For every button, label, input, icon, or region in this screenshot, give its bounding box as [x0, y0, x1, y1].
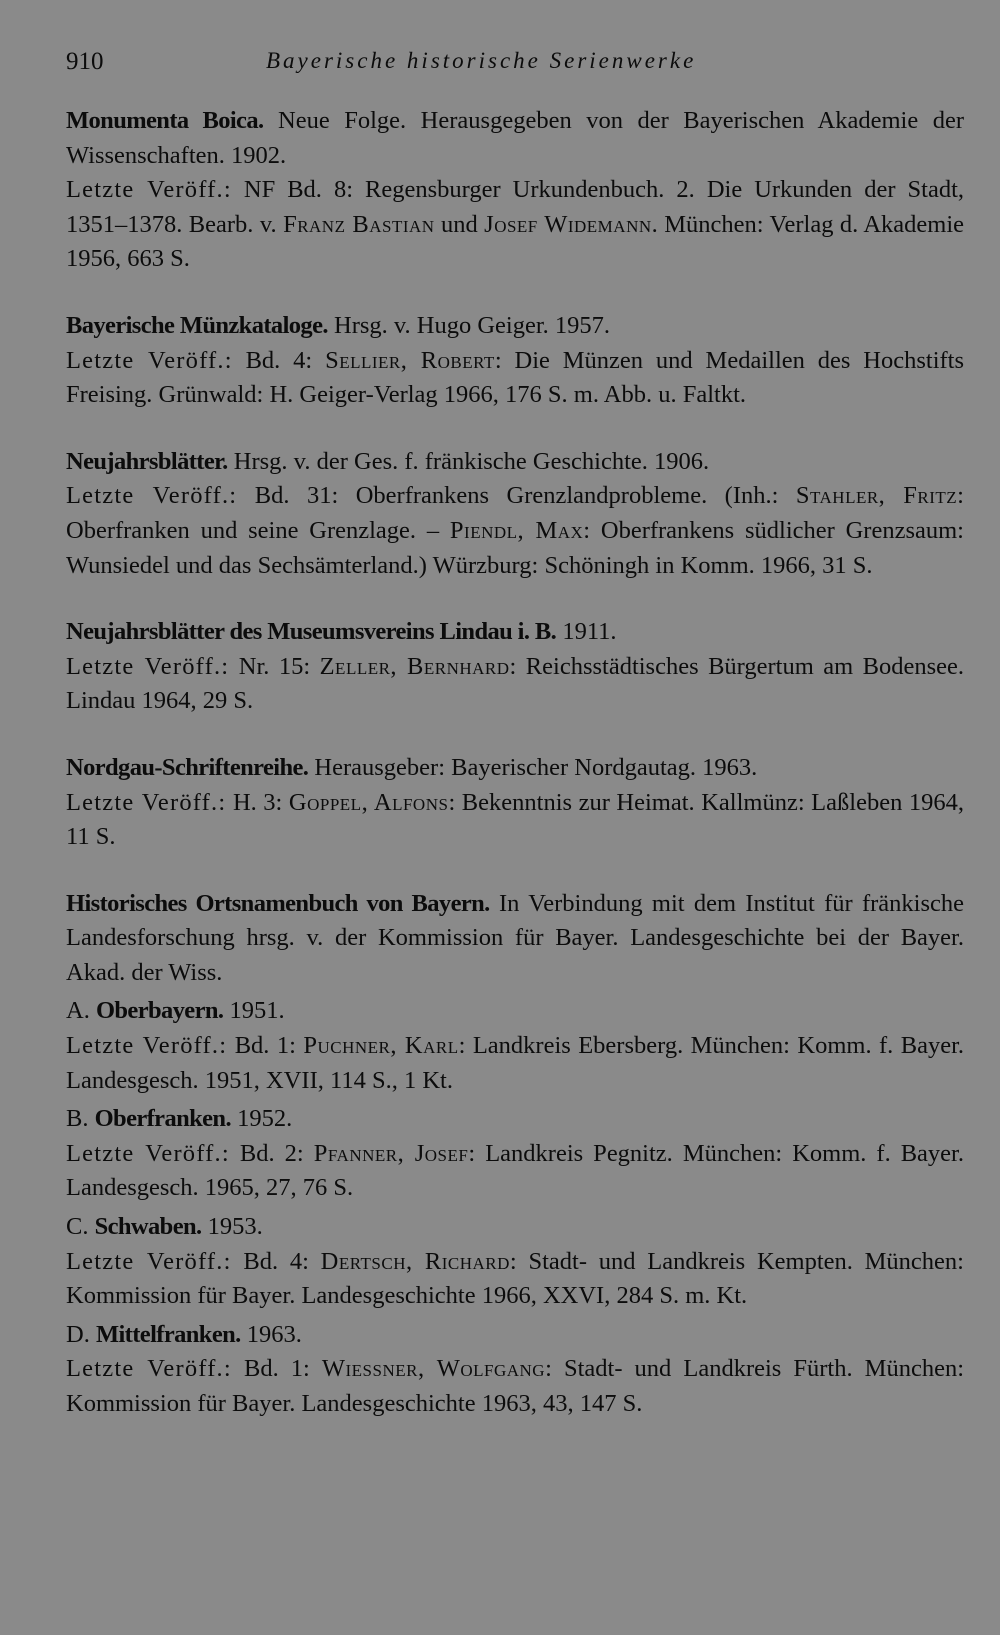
- subseries-letter: A.: [66, 997, 96, 1025]
- series-description: In Verbindung mit dem Institut für fränkische Landesforschung hrsg. v. der Kommission für Bayer. Landesgeschichte bei der Bayer. Akad. der Wiss.: [66, 889, 964, 986]
- last-publication: [66, 650, 964, 719]
- publication-text: : Bekenntnis zur Heimat. Kallmünz: Laßleben 1964, 11 S.: [66, 788, 964, 851]
- subseries-title: Oberbayern.: [95, 997, 224, 1025]
- publication-text: : Stadt- und Landkreis Fürth. München: Kommission für Bayer. Landesgeschichte 1963, 43, 147 S.: [66, 1355, 965, 1417]
- publication-text: : Oberfrankens südlicher Grenzsaum: Wunsiedel und das Sechsämterland.) Würzburg: Schöningh in Komm. 1966, 31 S.: [66, 516, 964, 579]
- running-title: Bayerische historische Serienwerke: [266, 48, 697, 73]
- publication-text: Bd. 1:: [227, 1032, 304, 1060]
- author-name: Dertsch, Richard: [320, 1247, 510, 1275]
- last-publication: [66, 1137, 964, 1206]
- series-entry-lindau: [66, 615, 964, 719]
- publication-text: Bd. 4:: [232, 346, 326, 374]
- series-entry-monumenta-boica: [66, 104, 964, 277]
- series-heading: [66, 445, 964, 480]
- subseries-title: Oberfranken.: [94, 1105, 231, 1133]
- series-title: Neujahrsblätter.: [66, 447, 228, 475]
- last-publication-label: Letzte Veröff.:: [66, 1032, 228, 1060]
- publication-text: Bd. 4:: [231, 1247, 321, 1275]
- last-publication-label: Letzte Veröff.:: [66, 1355, 232, 1383]
- subseries-letter: D.: [66, 1320, 96, 1348]
- last-publication: [66, 173, 964, 277]
- series-heading: [66, 104, 964, 173]
- subseries-title: Mittelfranken.: [95, 1320, 241, 1348]
- publication-text: : Reichsstädtisches Bürgertum am Bodensee. Lindau 1964, 29 S.: [66, 652, 964, 715]
- publication-text: H. 3:: [226, 788, 289, 816]
- subseries-year: 1953.: [201, 1213, 263, 1241]
- publication-text: NF Bd. 8: Regensburger Urkundenbuch. 2. Die Urkunden der Stadt, 1351–1378. Bearb. v.: [66, 176, 964, 238]
- series-heading: [66, 615, 964, 650]
- subseries-schwaben: [66, 1210, 964, 1314]
- last-publication-label: Letzte Veröff.:: [66, 1247, 232, 1275]
- series-description: Neue Folge. Herausgegeben von der Bayerischen Akademie der Wissenschaften. 1902.: [66, 107, 964, 169]
- subseries-heading: [66, 1210, 964, 1245]
- page-number: 910: [66, 48, 104, 75]
- author-name: Franz Bastian: [283, 210, 435, 238]
- author-name: Stahler, Fritz: [795, 482, 958, 510]
- publication-text: Bd. 2:: [229, 1139, 314, 1167]
- last-publication: [66, 786, 964, 855]
- publication-text: Bd. 31: Oberfrankens Grenzlandprobleme. (Inh.:: [237, 482, 796, 510]
- series-description: Hrsg. v. Hugo Geiger. 1957.: [327, 311, 611, 339]
- last-publication-label: Letzte Veröff.:: [66, 176, 232, 204]
- last-publication: [66, 344, 964, 413]
- subseries-year: 1963.: [240, 1320, 302, 1348]
- subseries-heading: [66, 994, 964, 1029]
- series-entry-muenzkataloge: [66, 309, 964, 413]
- last-publication: [66, 479, 964, 583]
- author-name: Goppel, Alfons: [288, 788, 449, 816]
- series-description: 1911.: [556, 618, 617, 646]
- last-publication: [66, 1245, 964, 1314]
- subseries-oberfranken: [66, 1102, 964, 1206]
- last-publication-label: Letzte Veröff.:: [66, 482, 238, 510]
- publication-text: und: [434, 210, 485, 238]
- series-heading: [66, 309, 964, 344]
- last-publication-label: Letzte Veröff.:: [66, 1139, 230, 1167]
- author-name: Piendl, Max: [449, 516, 584, 544]
- series-entry-ortsnamenbuch: [66, 887, 964, 1422]
- last-publication-label: Letzte Veröff.:: [66, 652, 230, 680]
- series-title: Bayerische Münzkataloge.: [66, 311, 328, 339]
- subseries-heading: [66, 1102, 964, 1137]
- page-header: [66, 48, 936, 88]
- series-title: Nordgau-Schriftenreihe.: [66, 753, 309, 781]
- publication-text: : Landkreis Pegnitz. München: Komm. f. Bayer. Landesgesch. 1965, 27, 76 S.: [66, 1139, 964, 1202]
- subseries-heading: [66, 1318, 964, 1353]
- publication-text: Nr. 15:: [229, 652, 320, 680]
- series-description: Herausgeber: Bayerischer Nordgautag. 1963.: [308, 753, 758, 781]
- publication-text: : Oberfranken und seine Grenzlage. –: [66, 482, 964, 544]
- author-name: Puchner, Karl: [303, 1032, 459, 1060]
- subseries-year: 1952.: [231, 1105, 293, 1133]
- page-content: [66, 104, 964, 1454]
- publication-text: : Stadt- und Landkreis Kempten. München: Kommission für Bayer. Landesgeschichte 1966, XXVI, 284 S. m. Kt.: [66, 1247, 964, 1310]
- last-publication: [66, 1029, 964, 1098]
- author-name: Pfanner, Josef: [313, 1139, 469, 1167]
- series-title: Monumenta Boica.: [66, 107, 264, 134]
- publication-text: : Die Münzen und Medaillen des Hochstifts Freising. Grünwald: H. Geiger-Verlag 1966, 176 S. m. Abb. u. Faltkt.: [66, 346, 964, 409]
- author-name: Josef Widemann: [484, 210, 652, 238]
- subseries-mittelfranken: [66, 1318, 964, 1422]
- series-entry-nordgau: [66, 751, 964, 855]
- last-publication: [66, 1352, 964, 1421]
- series-description: Hrsg. v. der Ges. f. fränkische Geschichte. 1906.: [227, 447, 710, 475]
- publication-text: : Landkreis Ebersberg. München: Komm. f. Bayer. Landesgesch. 1951, XVII, 114 S., 1 Kt.: [66, 1032, 964, 1094]
- author-name: Zeller, Bernhard: [319, 652, 510, 680]
- publication-text: Bd. 1:: [231, 1355, 322, 1383]
- last-publication-label: Letzte Veröff.:: [66, 788, 227, 816]
- publication-text: . München: Verlag d. Akademie 1956, 663 S.: [66, 210, 964, 273]
- series-heading: [66, 751, 964, 786]
- author-name: Wiessner, Wolfgang: [321, 1355, 546, 1383]
- last-publication-label: Letzte Veröff.:: [66, 346, 233, 374]
- series-heading: [66, 887, 964, 991]
- series-entry-neujahrsblaetter: [66, 445, 964, 583]
- subseries-letter: B.: [66, 1105, 95, 1133]
- subseries-letter: C.: [66, 1213, 95, 1241]
- subseries-title: Schwaben.: [94, 1213, 202, 1241]
- subseries-oberbayern: [66, 994, 964, 1098]
- subseries-year: 1951.: [223, 997, 285, 1025]
- series-title: Historisches Ortsnamenbuch von Bayern.: [66, 889, 490, 917]
- series-title: Neujahrsblätter des Museumsvereins Lindau i. B.: [66, 618, 557, 646]
- author-name: Sellier, Robert: [325, 346, 495, 374]
